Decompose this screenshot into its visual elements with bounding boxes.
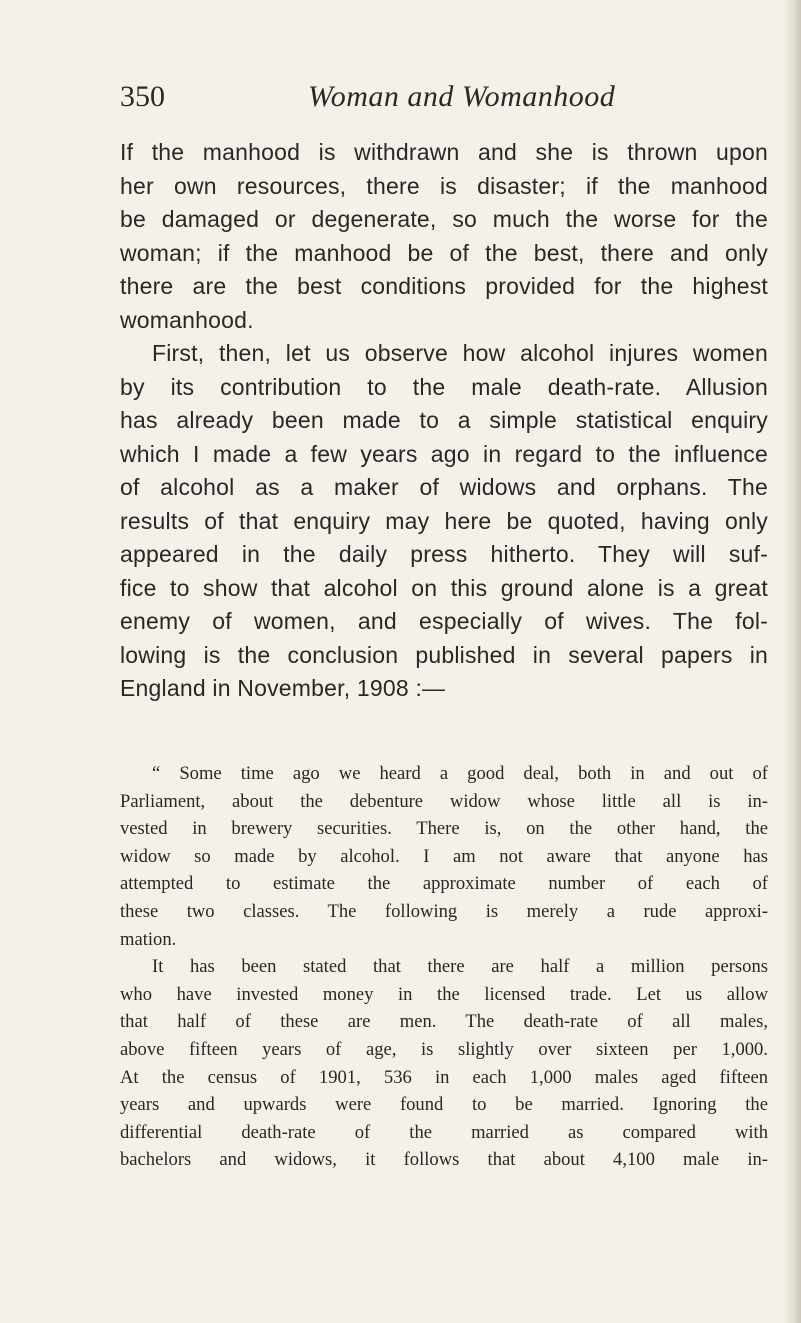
- quote-paragraph-2: [120, 953, 768, 1174]
- page-number: 350: [120, 80, 165, 113]
- paragraph-2: [120, 337, 768, 706]
- text-line: womanhood.: [120, 306, 254, 333]
- text-line: has already been made to a simple statistical enquiry: [120, 407, 768, 433]
- text-line: her own resources, there is disaster; if the manhood: [120, 172, 768, 199]
- page-edge-shadow: [783, 0, 801, 1323]
- text-line: fice to show that alcohol on this ground alone is a great: [120, 574, 768, 601]
- text-line: there are the best conditions provided for the highest: [120, 273, 768, 299]
- text-line: appeared in the daily press hitherto. They will suf-: [120, 541, 768, 567]
- text-line: of alcohol as a maker of widows and orphans. The: [120, 474, 768, 500]
- page-header: [120, 72, 640, 122]
- text-line: woman; if the manhood be of the best, there and only: [120, 239, 768, 266]
- text-line: results of that enquiry may here be quoted, having only: [120, 507, 768, 534]
- text-line: First, then, let us observe how alcohol injures women: [152, 340, 768, 366]
- text-line: lowing is the conclusion published in several papers in: [120, 641, 768, 668]
- quote-line: “ Some time ago we heard a good deal, both in and out of: [152, 763, 768, 784]
- paragraph-1: [120, 136, 768, 337]
- body-text: [120, 136, 768, 706]
- quote-line: attempted to estimate the approximate number of each of: [120, 873, 768, 895]
- running-title: Woman and Womanhood: [308, 80, 616, 113]
- text-line: by its contribution to the male death-rate. Allusion: [120, 373, 768, 400]
- quote-paragraph-1: [120, 760, 768, 953]
- text-line: which I made a few years ago in regard to the influence: [120, 440, 768, 467]
- text-line: England in November, 1908 :—: [120, 675, 446, 701]
- quote-line: mation.: [120, 928, 177, 950]
- quote-line: At the census of 1901, 536 in each 1,000 males aged fifteen: [120, 1066, 768, 1088]
- quote-line: that half of these are men. The death-rate of all males,: [120, 1011, 768, 1033]
- text-line: If the manhood is withdrawn and she is thrown upon: [120, 139, 768, 165]
- quote-line: Parliament, about the debenture widow whose little all is in-: [120, 790, 768, 812]
- quote-line: vested in brewery securities. There is, on the other hand, the: [120, 818, 768, 840]
- quote-line: years and upwards were found to be married. Ignoring the: [120, 1094, 768, 1116]
- text-line: be damaged or degenerate, so much the worse for the: [120, 206, 768, 232]
- quote-line: who have invested money in the licensed trade. Let us allow: [120, 983, 768, 1005]
- quote-line: bachelors and widows, it follows that about 4,100 male in-: [120, 1149, 768, 1171]
- text-line: enemy of women, and especially of wives. The fol-: [120, 608, 768, 634]
- quote-line: It has been stated that there are half a million persons: [152, 956, 768, 978]
- quote-line: these two classes. The following is merely a rude approxi-: [120, 900, 768, 922]
- quote-line: differential death-rate of the married as compared with: [120, 1121, 768, 1143]
- quote-line: above fifteen years of age, is slightly over sixteen per 1,000.: [120, 1038, 768, 1060]
- block-quote: [120, 760, 768, 1174]
- quote-line: widow so made by alcohol. I am not aware that anyone has: [120, 845, 768, 867]
